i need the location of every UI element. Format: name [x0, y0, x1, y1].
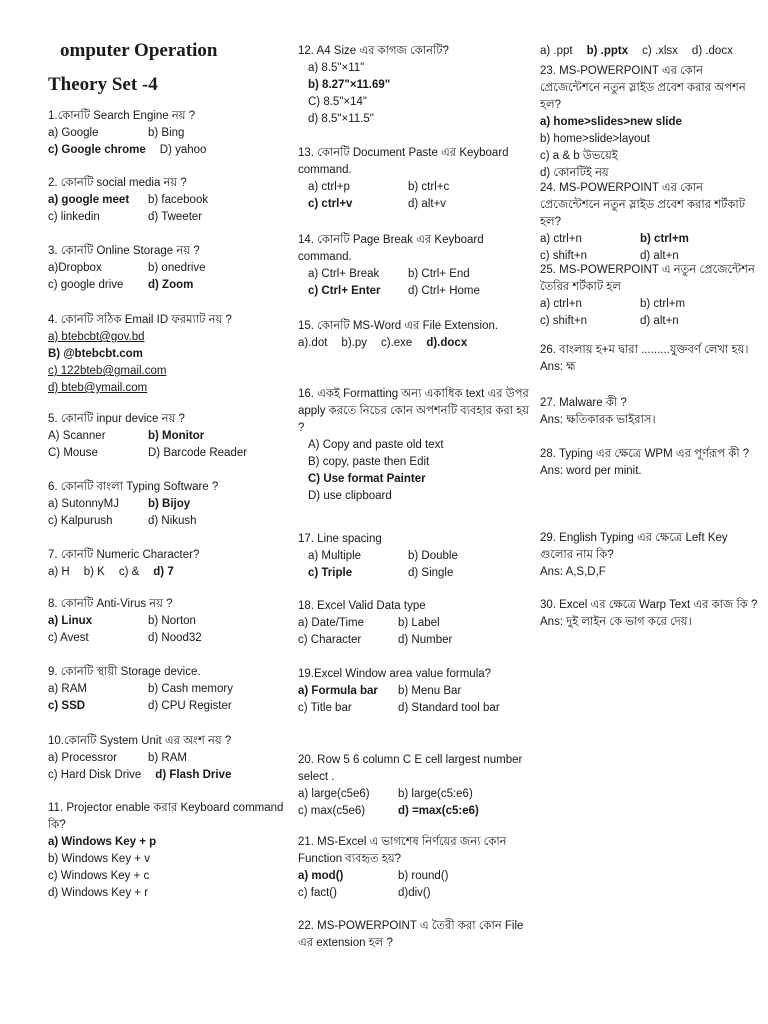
answer-option: a)Dropbox — [48, 262, 102, 274]
option-row — [298, 683, 514, 700]
answer-option: a) mod() — [298, 870, 344, 882]
option-row — [48, 496, 218, 513]
question-text: 23. MS-POWERPOINT এর কোন প্রেজেন্টেশনে নতুন স্লাইড প্রবেশ করার অপশন হল? — [540, 65, 746, 111]
question-block — [540, 395, 670, 429]
answer-option: b) Label — [398, 617, 440, 629]
answer-option: c) Title bar — [298, 702, 352, 714]
question-text: 9. কোনটি স্থায়ী Storage device. — [48, 666, 201, 678]
answer-option: c) Avest — [48, 632, 89, 644]
option-row — [48, 698, 247, 715]
answer-option: c) Triple — [308, 567, 353, 579]
question-text: 16. একই Formatting অন্য একাধিক text এর উপর apply করতে নিচের কোন অপশনটি ব্যবহার করা হয় ? — [298, 388, 530, 434]
answer-option: d) Tweeter — [148, 211, 203, 223]
option-row — [48, 885, 284, 902]
question-text: 29. English Typing এর ক্ষেত্রে Left Key গুলোর নাম কি? — [540, 532, 728, 561]
answer-option: b) Windows Key + v — [48, 853, 150, 865]
answer-option: a) Ctrl+ Break — [308, 268, 380, 280]
question-block — [298, 666, 514, 717]
option-row — [48, 363, 232, 380]
answer-option: d) 7 — [153, 566, 174, 578]
question-block — [298, 318, 498, 352]
answer-option: c) Character — [298, 634, 362, 646]
question-text: 7. কোনটি Numeric Character? — [48, 549, 200, 561]
question-text: 4. কোনটি সঠিক Email ID ফরম্যাট নয় ? — [48, 314, 232, 326]
option-row — [298, 868, 534, 885]
answer-option: b) Monitor — [148, 430, 205, 442]
answer-option: d) Zoom — [148, 279, 194, 291]
question-block — [298, 834, 534, 902]
answer-option: d) =max(c5:e6) — [398, 805, 479, 817]
answer-option: d) bteb@ymail.com — [48, 382, 148, 394]
answer-option: d) Windows Key + r — [48, 887, 149, 899]
option-row — [298, 196, 534, 213]
answer-option: a) Processror — [48, 752, 118, 764]
option-row — [298, 335, 498, 352]
question-text: 14. কোনটি Page Break এর Keyboard command. — [298, 234, 484, 263]
option-row — [48, 209, 222, 226]
question-text: 24. MS-POWERPOINT এর কোন প্রেজেন্টেশনে নতুন স্লাইড প্রবেশ করার শর্টকাট হল? — [540, 182, 745, 228]
option-row — [298, 94, 449, 111]
option-row — [48, 445, 261, 462]
question-block — [48, 733, 245, 784]
answer-option: b) large(c5:e6) — [398, 788, 473, 800]
answer-option: b) Double — [408, 550, 458, 562]
option-row — [298, 803, 534, 820]
option-row — [540, 359, 748, 376]
option-row — [540, 231, 762, 248]
option-row — [298, 786, 534, 803]
answer-option: D) use clipboard — [308, 490, 392, 502]
question-block — [540, 43, 747, 60]
answer-option: c) a & b উভয়েই — [540, 150, 618, 162]
answer-option: d) alt+n — [640, 315, 679, 327]
option-row — [48, 750, 245, 767]
question-text: 12. A4 Size এর কাগজ কোনটি? — [298, 45, 449, 57]
question-block — [48, 175, 222, 226]
answer-option: d) 8.5"×11.5" — [308, 113, 374, 125]
question-text: 18. Excel Valid Data type — [298, 600, 426, 612]
option-row — [540, 614, 757, 631]
question-block — [48, 664, 247, 715]
option-row — [48, 851, 284, 868]
option-row — [48, 277, 220, 294]
answer-option: c) Windows Key + c — [48, 870, 150, 882]
answer-option: b) K — [83, 566, 105, 578]
question-text: 26. বাংলায় হ+ম দ্বারা .........যুক্তবর্ণ লেখা হয়। — [540, 344, 749, 356]
answer-option: c) ctrl+v — [308, 198, 353, 210]
option-row — [298, 437, 534, 454]
answer-option: d) Flash Drive — [155, 769, 232, 781]
answer-option: b) ctrl+m — [640, 233, 689, 245]
option-row — [298, 615, 466, 632]
answer-option: a) Google — [48, 127, 99, 139]
option-row — [48, 681, 247, 698]
option-row — [540, 296, 762, 313]
answer-text: Ans: word per minit. — [540, 465, 642, 477]
question-block — [540, 63, 762, 182]
answer-option: c) shift+n — [540, 315, 587, 327]
option-row — [298, 179, 534, 196]
option-row — [48, 142, 220, 159]
question-block — [298, 918, 534, 952]
question-text: 22. MS-POWERPOINT এ তৈরী করা কোন File এর extension হল ? — [298, 920, 524, 949]
question-block — [48, 243, 220, 294]
answer-option: C) Use format Painter — [308, 473, 426, 485]
question-block — [48, 800, 284, 902]
option-row — [48, 380, 232, 397]
answer-option: B) @btebcbt.com — [48, 348, 143, 360]
answer-option: c) 122bteb@gmail.com — [48, 365, 167, 377]
answer-option: a) Date/Time — [298, 617, 365, 629]
answer-option: d).docx — [426, 337, 468, 349]
answer-option: c) Hard Disk Drive — [48, 769, 142, 781]
option-row — [298, 885, 534, 902]
answer-option: d) Nikush — [148, 515, 197, 527]
answer-option: d) .docx — [691, 45, 733, 57]
question-text: 2. কোনটি social media নয় ? — [48, 177, 187, 189]
question-block — [298, 232, 534, 300]
option-row — [298, 77, 449, 94]
answer-option: b) Bing — [148, 127, 185, 139]
answer-option: b) Cash memory — [148, 683, 233, 695]
answer-option: d)div() — [398, 887, 431, 899]
option-row — [298, 488, 534, 505]
answer-option: A) Copy and paste old text — [308, 439, 444, 451]
question-text: 28. Typing এর ক্ষেত্রে WPM এর পূর্ণরূপ কী ? — [540, 448, 750, 460]
question-text: 15. কোনটি MS-Word এর File Extension. — [298, 320, 499, 332]
option-row — [48, 428, 261, 445]
answer-option: B) copy, paste then Edit — [308, 456, 430, 468]
option-row — [540, 412, 670, 429]
answer-option: a) large(c5e6) — [298, 788, 370, 800]
question-text: 13. কোনটি Document Paste এর Keyboard command. — [298, 147, 509, 176]
question-text: 21. MS-Excel এ ভাগশেষ নির্ণয়ের জন্য কোন Function ব্যবহৃত হয়? — [298, 836, 507, 865]
answer-option: c) SSD — [48, 700, 86, 712]
question-text: 17. Line spacing — [298, 533, 382, 545]
option-row — [298, 565, 472, 582]
answer-option: a) home>slides>new slide — [540, 116, 682, 128]
question-block — [48, 411, 261, 462]
question-block — [48, 547, 199, 581]
answer-option: D) Barcode Reader — [148, 447, 248, 459]
option-row — [540, 43, 747, 60]
option-row — [298, 266, 534, 283]
answer-option: d) Ctrl+ Home — [408, 285, 480, 297]
question-block — [298, 752, 534, 820]
answer-option: c) max(c5e6) — [298, 805, 366, 817]
option-row — [298, 60, 449, 77]
answer-option: a) Windows Key + p — [48, 836, 157, 848]
option-row — [298, 111, 449, 128]
answer-option: d) CPU Register — [148, 700, 232, 712]
answer-option: a) Multiple — [308, 550, 362, 562]
answer-option: a) Formula bar — [298, 685, 378, 697]
answer-option: b) .pptx — [586, 45, 629, 57]
option-row — [48, 834, 284, 851]
answer-option: a) btebcbt@gov.bd — [48, 331, 145, 343]
question-block — [48, 108, 220, 159]
option-row — [48, 630, 216, 647]
answer-option: a) 8.5"×11" — [308, 62, 365, 74]
answer-text: Ans: A,S,D,F — [540, 566, 606, 578]
answer-option: a) H — [48, 566, 70, 578]
question-text: 5. কোনটি inpur device নয় ? — [48, 413, 185, 425]
answer-text: Ans: হ্ম — [540, 361, 576, 373]
option-row — [298, 471, 534, 488]
option-row — [298, 454, 534, 471]
answer-option: a) ctrl+n — [540, 233, 582, 245]
option-row — [298, 632, 466, 649]
answer-option: a) google meet — [48, 194, 130, 206]
answer-option: c) Kalpurush — [48, 515, 113, 527]
option-row — [48, 767, 245, 784]
option-row — [48, 513, 218, 530]
question-text: 20. Row 5 6 column C E cell largest number select . — [298, 754, 523, 783]
answer-option: d) Number — [398, 634, 453, 646]
answer-option: a) ctrl+p — [308, 181, 350, 193]
option-row — [540, 148, 762, 165]
answer-option: c) google drive — [48, 279, 124, 291]
option-row — [48, 613, 216, 630]
option-row — [48, 868, 284, 885]
question-block — [540, 180, 762, 265]
question-text: 6. কোনটি বাংলা Typing Software ? — [48, 481, 219, 493]
answer-option: b) Ctrl+ End — [408, 268, 470, 280]
question-block — [48, 479, 218, 530]
option-row — [540, 114, 762, 131]
answer-option: d) কোনটিই নয় — [540, 167, 609, 179]
answer-text: Ans: ক্ষতিকারক ভাইরাস। — [540, 414, 656, 426]
question-text: 27. Malware কী ? — [540, 397, 627, 409]
answer-option: C) 8.5"×14" — [308, 96, 367, 108]
answer-option: d) Nood32 — [148, 632, 202, 644]
answer-option: b).py — [341, 337, 367, 349]
option-row — [540, 131, 762, 148]
answer-option: b) home>slide>layout — [540, 133, 650, 145]
option-row — [540, 463, 749, 480]
option-row — [48, 260, 220, 277]
answer-option: c) & — [118, 566, 140, 578]
question-text: 11. Projector enable করার Keyboard command কি? — [48, 802, 284, 831]
question-block — [540, 597, 757, 631]
sheet-title-line2: Theory Set -4 — [48, 74, 158, 95]
question-block — [540, 446, 749, 480]
question-block — [540, 262, 762, 330]
answer-option: A) Scanner — [48, 430, 106, 442]
question-text: 30. Excel এর ক্ষেত্রে Warp Text এর কাজ কি ? — [540, 599, 758, 611]
option-row — [540, 564, 762, 581]
option-row — [48, 192, 222, 209]
question-text: 25. MS-POWERPOINT এ নতুন প্রেজেন্টেশন তৈরির শর্টকাট হল — [540, 264, 755, 293]
option-row — [298, 548, 472, 565]
question-block — [540, 342, 748, 376]
answer-option: a) Linux — [48, 615, 93, 627]
question-block — [298, 598, 466, 649]
answer-option: d) Single — [408, 567, 454, 579]
answer-option: D) yahoo — [159, 144, 207, 156]
answer-option: c) linkedin — [48, 211, 100, 223]
option-row — [540, 313, 762, 330]
question-text: 10.কোনটি System Unit এর অংশ নয় ? — [48, 735, 232, 747]
question-text: 19.Excel Window area value formula? — [298, 668, 492, 680]
answer-option: a).dot — [298, 337, 328, 349]
question-block — [48, 312, 232, 397]
answer-option: c) fact() — [298, 887, 337, 899]
option-row — [48, 564, 199, 581]
answer-option: d) alt+v — [408, 198, 447, 210]
answer-option: b) onedrive — [148, 262, 206, 274]
question-text: 3. কোনটি Online Storage নয় ? — [48, 245, 200, 257]
answer-option: a) ctrl+n — [540, 298, 582, 310]
answer-option: a) .ppt — [540, 45, 573, 57]
answer-option: b) 8.27"×11.69" — [308, 79, 391, 91]
answer-option: b) ctrl+c — [408, 181, 450, 193]
answer-option: c).exe — [381, 337, 413, 349]
sheet-title-line1: omputer Operation — [60, 40, 218, 61]
answer-option: b) Norton — [148, 615, 196, 627]
answer-option: b) Menu Bar — [398, 685, 462, 697]
option-row — [48, 125, 220, 142]
question-block — [48, 596, 216, 647]
answer-option: C) Mouse — [48, 447, 98, 459]
answer-option: b) facebook — [148, 194, 209, 206]
answer-option: a) SutonnyMJ — [48, 498, 119, 510]
question-block — [298, 386, 534, 505]
answer-text: Ans: দুই লাইন কে ভাগ করে দেয়। — [540, 616, 692, 628]
question-block — [298, 43, 449, 128]
option-row — [48, 346, 232, 363]
answer-option: a) RAM — [48, 683, 87, 695]
answer-option: d) alt+n — [640, 250, 679, 262]
question-block — [298, 531, 472, 582]
answer-option: b) ctrl+m — [640, 298, 686, 310]
answer-option: c) .xlsx — [642, 45, 678, 57]
answer-option: b) round() — [398, 870, 449, 882]
answer-option: b) Bijoy — [148, 498, 191, 510]
question-block — [540, 530, 762, 581]
question-block — [298, 145, 534, 213]
option-row — [298, 283, 534, 300]
answer-option: c) Ctrl+ Enter — [308, 285, 381, 297]
answer-option: b) RAM — [148, 752, 187, 764]
question-text: 8. কোনটি Anti-Virus নয় ? — [48, 598, 173, 610]
question-text: 1.কোনটি Search Engine নয় ? — [48, 110, 196, 122]
option-row — [48, 329, 232, 346]
answer-option: c) shift+n — [540, 250, 587, 262]
option-row — [298, 700, 514, 717]
answer-option: d) Standard tool bar — [398, 702, 500, 714]
answer-option: c) Google chrome — [48, 144, 146, 156]
